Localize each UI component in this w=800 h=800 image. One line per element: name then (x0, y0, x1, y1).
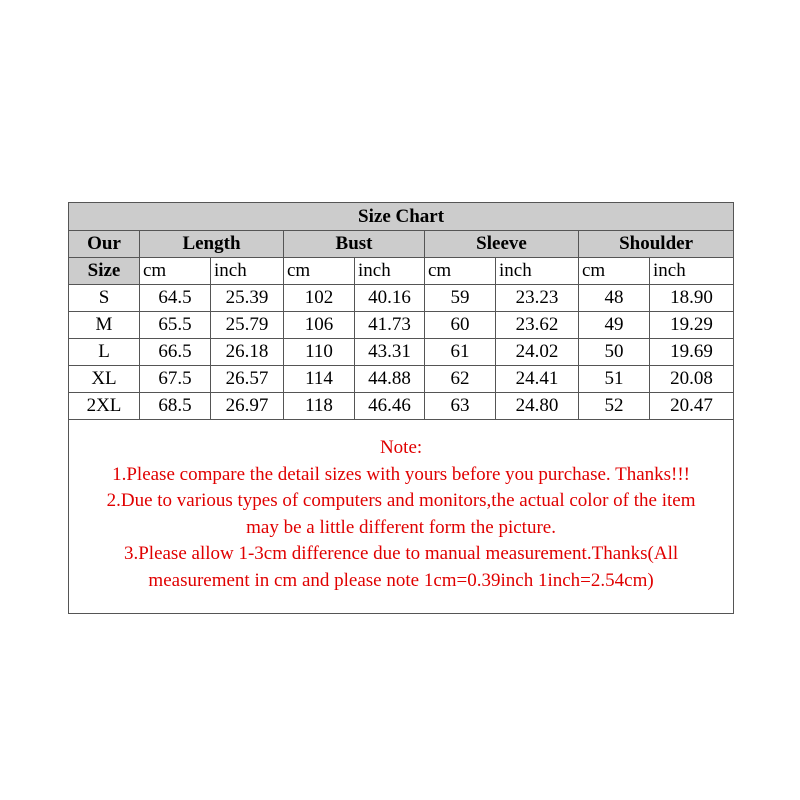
sleeve-cm: 59 (425, 285, 496, 312)
sleeve-cm: 62 (425, 366, 496, 393)
sleeve-inch: 24.41 (496, 366, 579, 393)
length-inch: 25.79 (211, 312, 284, 339)
unit-inch-bust: inch (355, 258, 425, 285)
shoulder-cm: 48 (579, 285, 650, 312)
shoulder-inch: 18.90 (650, 285, 734, 312)
shoulder-cm: 50 (579, 339, 650, 366)
unit-cm-shoulder: cm (579, 258, 650, 285)
sleeve-inch: 23.23 (496, 285, 579, 312)
length-inch: 26.57 (211, 366, 284, 393)
table-row (69, 366, 734, 393)
size-label: S (69, 285, 140, 312)
shoulder-cm: 52 (579, 393, 650, 420)
bust-inch: 46.46 (355, 393, 425, 420)
sleeve-inch: 24.80 (496, 393, 579, 420)
our-size-header-top: Our (69, 231, 140, 258)
shoulder-cm: 51 (579, 366, 650, 393)
shoulder-header: Shoulder (579, 231, 734, 258)
size-label: 2XL (69, 393, 140, 420)
sleeve-cm: 63 (425, 393, 496, 420)
note-heading: Note: (379, 437, 423, 458)
table-row (69, 339, 734, 366)
unit-inch-sleeve: inch (496, 258, 579, 285)
note-line-1: 1.Please compare the detail sizes with yours before you purchase. Thanks!!! (112, 463, 690, 485)
length-inch: 25.39 (211, 285, 284, 312)
notes-panel (69, 420, 734, 614)
note-line-3: may be a little different form the picture. (246, 516, 556, 538)
unit-cm-length: cm (140, 258, 211, 285)
shoulder-inch: 20.08 (650, 366, 734, 393)
length-cm: 65.5 (140, 312, 211, 339)
bust-header: Bust (284, 231, 425, 258)
size-label: XL (69, 366, 140, 393)
sleeve-cm: 60 (425, 312, 496, 339)
unit-cm-bust: cm (284, 258, 355, 285)
our-size-header-bottom: Size (69, 258, 140, 285)
sleeve-inch: 24.02 (496, 339, 579, 366)
length-cm: 67.5 (140, 366, 211, 393)
length-cm: 66.5 (140, 339, 211, 366)
shoulder-cm: 49 (579, 312, 650, 339)
bust-inch: 41.73 (355, 312, 425, 339)
length-inch: 26.97 (211, 393, 284, 420)
bust-inch: 44.88 (355, 366, 425, 393)
unit-inch-length: inch (211, 258, 284, 285)
shoulder-inch: 20.47 (650, 393, 734, 420)
length-cm: 68.5 (140, 393, 211, 420)
unit-cm-sleeve: cm (425, 258, 496, 285)
sleeve-header: Sleeve (425, 231, 579, 258)
table-row (69, 393, 734, 420)
length-inch: 26.18 (211, 339, 284, 366)
bust-inch: 43.31 (355, 339, 425, 366)
bust-cm: 106 (284, 312, 355, 339)
bust-cm: 102 (284, 285, 355, 312)
sleeve-inch: 23.62 (496, 312, 579, 339)
shoulder-inch: 19.29 (650, 312, 734, 339)
size-label: M (69, 312, 140, 339)
sleeve-cm: 61 (425, 339, 496, 366)
table-row (69, 285, 734, 312)
shoulder-inch: 19.69 (650, 339, 734, 366)
bust-inch: 40.16 (355, 285, 425, 312)
note-line-5: measurement in cm and please note 1cm=0.39inch 1inch=2.54cm) (148, 569, 654, 591)
note-line-2: 2.Due to various types of computers and monitors,the actual color of the item (106, 490, 696, 511)
length-header: Length (140, 231, 284, 258)
size-chart-table (68, 202, 734, 614)
table-row (69, 312, 734, 339)
length-cm: 64.5 (140, 285, 211, 312)
bust-cm: 118 (284, 393, 355, 420)
size-chart-title: Size Chart (69, 203, 734, 231)
bust-cm: 110 (284, 339, 355, 366)
bust-cm: 114 (284, 366, 355, 393)
unit-inch-shoulder: inch (650, 258, 734, 285)
note-line-4: 3.Please allow 1-3cm difference due to manual measurement.Thanks(All (123, 543, 679, 564)
size-label: L (69, 339, 140, 366)
